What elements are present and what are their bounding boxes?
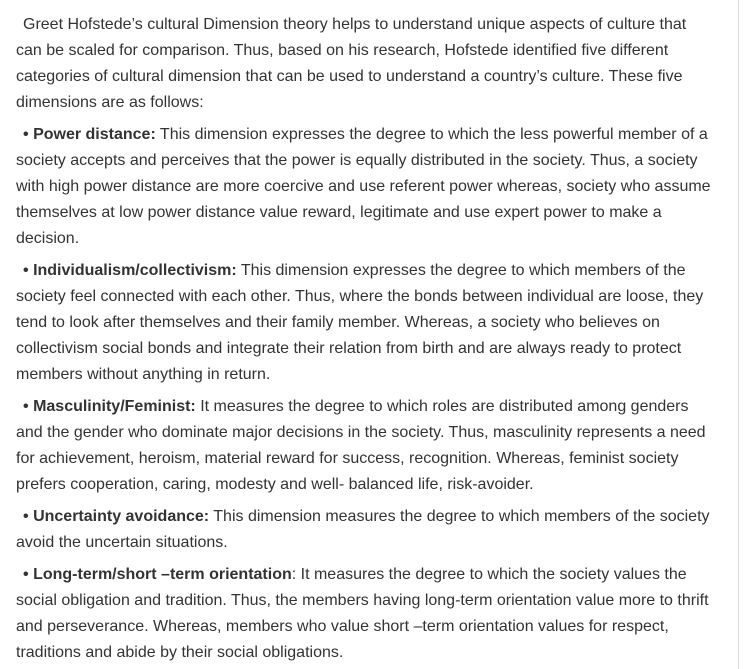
bullet-body-uncertainty-avoidance: This dimension measures the degree to which members of the society avoid the uncertain situations. [16,508,710,551]
bullet-term-text: Long-term/short –term orientation [33,566,292,583]
bullet-term-text: Masculinity/Feminist: [33,398,196,415]
bullet-paragraph-uncertainty-avoidance [16,504,711,556]
bullet-paragraph-masculinity-feminist [16,394,711,498]
bullet-body-long-term-orientation: : It measures the degree to which the society values the social obligation and tradition. Thus, the members having long-term orientation value more to thrift and perseverance. Whereas, members who value short –term orientation values for respect, traditions and abide by their social obligations. [16,566,709,661]
bullet-paragraph-long-term-orientation [16,562,711,666]
bullet-term-masculinity-feminist [23,398,196,415]
bullet-marker: • [23,566,29,583]
bullet-body-masculinity-feminist: It measures the degree to which roles are distributed among genders and the gender who dominate major decisions in the society. Thus, masculinity represents a need for achievement, heroism, material reward for success, recognition. Whereas, feminist society prefers cooperation, caring, modesty and well- balanced life, risk-avoider. [16,398,706,493]
bullet-marker: • [23,126,29,143]
intro-paragraph [16,12,711,116]
bullet-term-uncertainty-avoidance [23,508,209,525]
bullet-marker: • [23,262,29,279]
bullet-marker: • [23,398,29,415]
bullet-marker: • [23,508,29,525]
bullet-term-long-term-orientation [23,566,292,583]
bullet-term-text: Uncertainty avoidance: [33,508,210,525]
bullet-paragraph-individualism-collectivism [16,258,711,388]
bullet-term-text: Individualism/collectivism: [33,262,237,279]
intro-text: Greet Hofstede’s cultural Dimension theory helps to understand unique aspects of culture that can be scaled for comparison. Thus, based on his research, Hofstede identified five different categories of cultural dimension that can be used to understand a country’s culture. These five dimensions are as follows: [16,16,687,111]
bullet-body-power-distance: This dimension expresses the degree to which the less powerful member of a society accepts and perceives that the power is equally distributed in the society. Thus, a society with high power distance are more coercive and use referent power whereas, society who assume themselves at low power distance value reward, legitimate and use expert power to make a decision. [16,126,711,247]
bullet-body-individualism-collectivism: This dimension expresses the degree to which members of the society feel connected with each other. Thus, where the bonds between individual are loose, they tend to look after themselves and their family member. Whereas, a society who believes on collectivism social bonds and integrate their relation from birth and are always ready to protect members without anything in return. [16,262,704,383]
bullet-term-power-distance [23,126,156,143]
bullet-term-text: Power distance: [33,126,156,143]
vertical-divider [738,0,739,669]
bullet-term-individualism-collectivism [23,262,237,279]
bullet-paragraph-power-distance [16,122,711,252]
